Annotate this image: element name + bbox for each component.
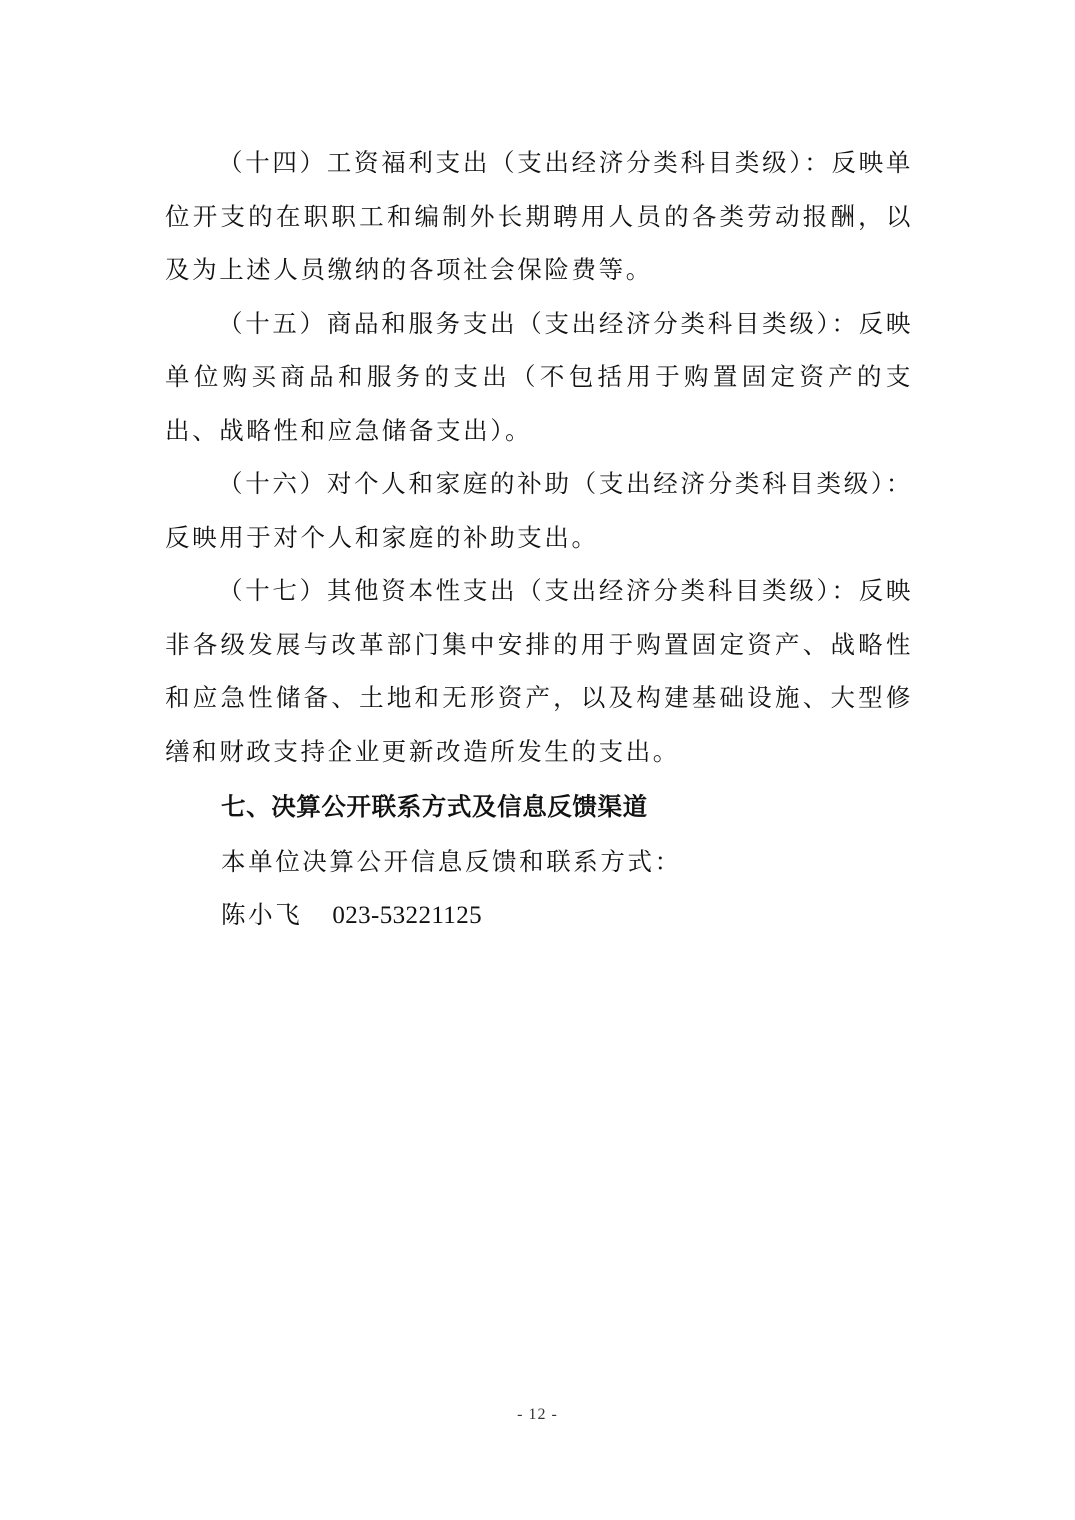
contact-name: 陈小飞 bbox=[221, 900, 303, 929]
section-fifteen-text: 反映单位购买商品和服务的支出（不包括用于购置固定资产的支出、战略性和应急储备支出）。 bbox=[165, 308, 913, 445]
section-seventeen-text: 反映非各级发展与改革部门集中安排的用于购置固定资产、战略性和应急性储备、土地和无形资产，以及构建基础设施、大型修缮和财政支持企业更新改造所发生的支出。 bbox=[165, 576, 913, 766]
section-sixteen-label: （十六）对个人和家庭的补助（支出经济分类科目类级）： bbox=[218, 469, 913, 498]
page-content bbox=[165, 136, 913, 942]
contact-line bbox=[165, 888, 913, 942]
section-heading-contact: 七、决算公开联系方式及信息反馈渠道 bbox=[221, 792, 648, 821]
section-seventeen-label: （十七）其他资本性支出（支出经济分类科目类级）： bbox=[218, 576, 859, 605]
section-sixteen bbox=[165, 457, 913, 564]
section-sixteen-text: 反映用于对个人和家庭的补助支出。 bbox=[165, 522, 599, 552]
contact-phone: 023-53221125 bbox=[332, 902, 483, 929]
section-seventeen bbox=[165, 564, 913, 778]
section-fifteen bbox=[165, 297, 913, 458]
section-fourteen-text: 反映单位开支的在职职工和编制外长期聘用人员的各类劳动报酬，以及为上述人员缴纳的各项社会保险费等。 bbox=[165, 148, 913, 284]
section-fourteen bbox=[165, 136, 913, 297]
page-number: - 12 - bbox=[517, 1406, 558, 1423]
contact-intro: 本单位决算公开信息反馈和联系方式： bbox=[221, 847, 682, 876]
section-fifteen-label: （十五）商品和服务支出（支出经济分类科目类级）： bbox=[218, 308, 859, 338]
section-fourteen-label: （十四）工资福利支出（支出经济分类科目类级）： bbox=[218, 148, 832, 177]
